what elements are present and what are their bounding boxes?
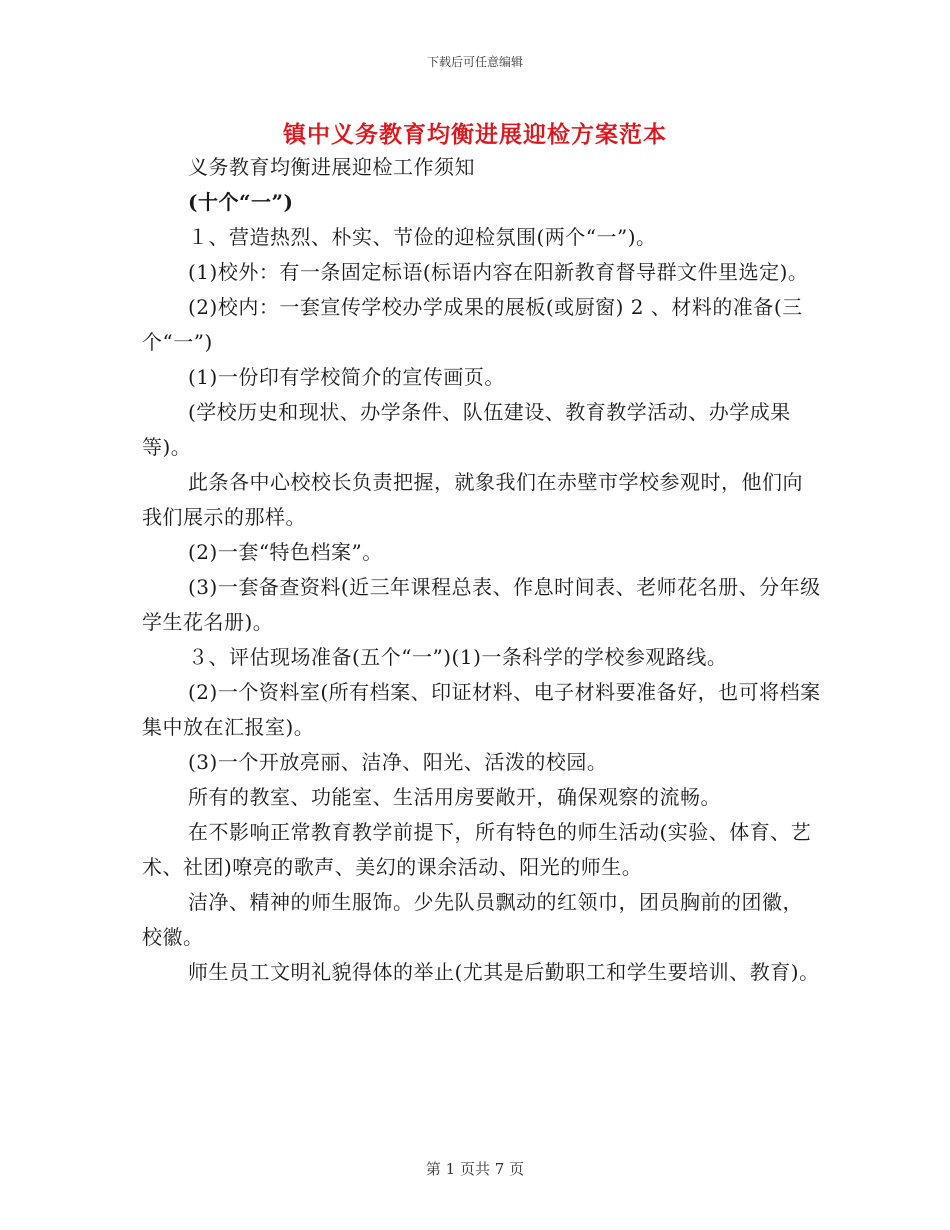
paragraph: (1)一份印有学校简介的宣传画页。 [188,365,505,389]
paragraph: 义务教育均衡进展迎检工作须知 [188,155,475,179]
paragraph: (3)一个开放亮丽、洁净、阳光、活泼的校园。 [188,750,608,774]
paragraph: ３、评估现场准备(五个“一”)(1)一条科学的学校参观路线。 [188,645,728,669]
paragraph: 师生员工文明礼貌得体的举止(尤其是后勤职工和学生要培训、教育)。 [188,960,820,984]
page-header: 下载后可任意编辑 [426,55,523,69]
paragraph: (2)一个资料室(所有档案、印证材料、电子材料要准备好，也可将档案集中放在汇报室)。 [142,680,821,739]
document-body [142,150,822,990]
paragraph: (学校历史和现状、办学条件、队伍建设、教育教学活动、办学成果等)。 [142,400,791,459]
paragraph: 此条各中心校校长负责把握，就象我们在赤壁市学校参观时，他们向我们展示的那样。 [142,470,803,529]
page-footer: 第 1 页共 7 页 [425,1160,525,1178]
document-title: 镇中义务教育均衡进展迎检方案范本 [283,121,667,148]
paragraph: 洁净、精神的师生服饰。少先队员飘动的红领巾，团员胸前的团徽，校徽。 [142,890,803,949]
paragraph: (1)校外：有一条固定标语(标语内容在阳新教育督导群文件里选定)。 [188,260,809,284]
paragraph: 在不影响正常教育教学前提下，所有特色的师生活动(实验、体育、艺术、社团)嘹亮的歌声、美幻的课余活动、阳光的师生。 [142,820,812,879]
paragraph: １、营造热烈、朴实、节俭的迎检氛围(两个“一”)。 [188,225,657,249]
paragraph: (3)一套备查资料(近三年课程总表、作息时间表、老师花名册、分年级学生花名册)。 [142,575,821,634]
paragraph: 所有的教室、功能室、生活用房要敞开，确保观察的流畅。 [188,785,721,809]
paragraph: (2)校内：一套宣传学校办学成果的展板(或厨窗) 2 、材料的准备(三个“一”) [142,295,803,354]
paragraph: (十个“一”) [188,190,294,214]
paragraph: (2)一套“特色档案”。 [188,540,383,564]
